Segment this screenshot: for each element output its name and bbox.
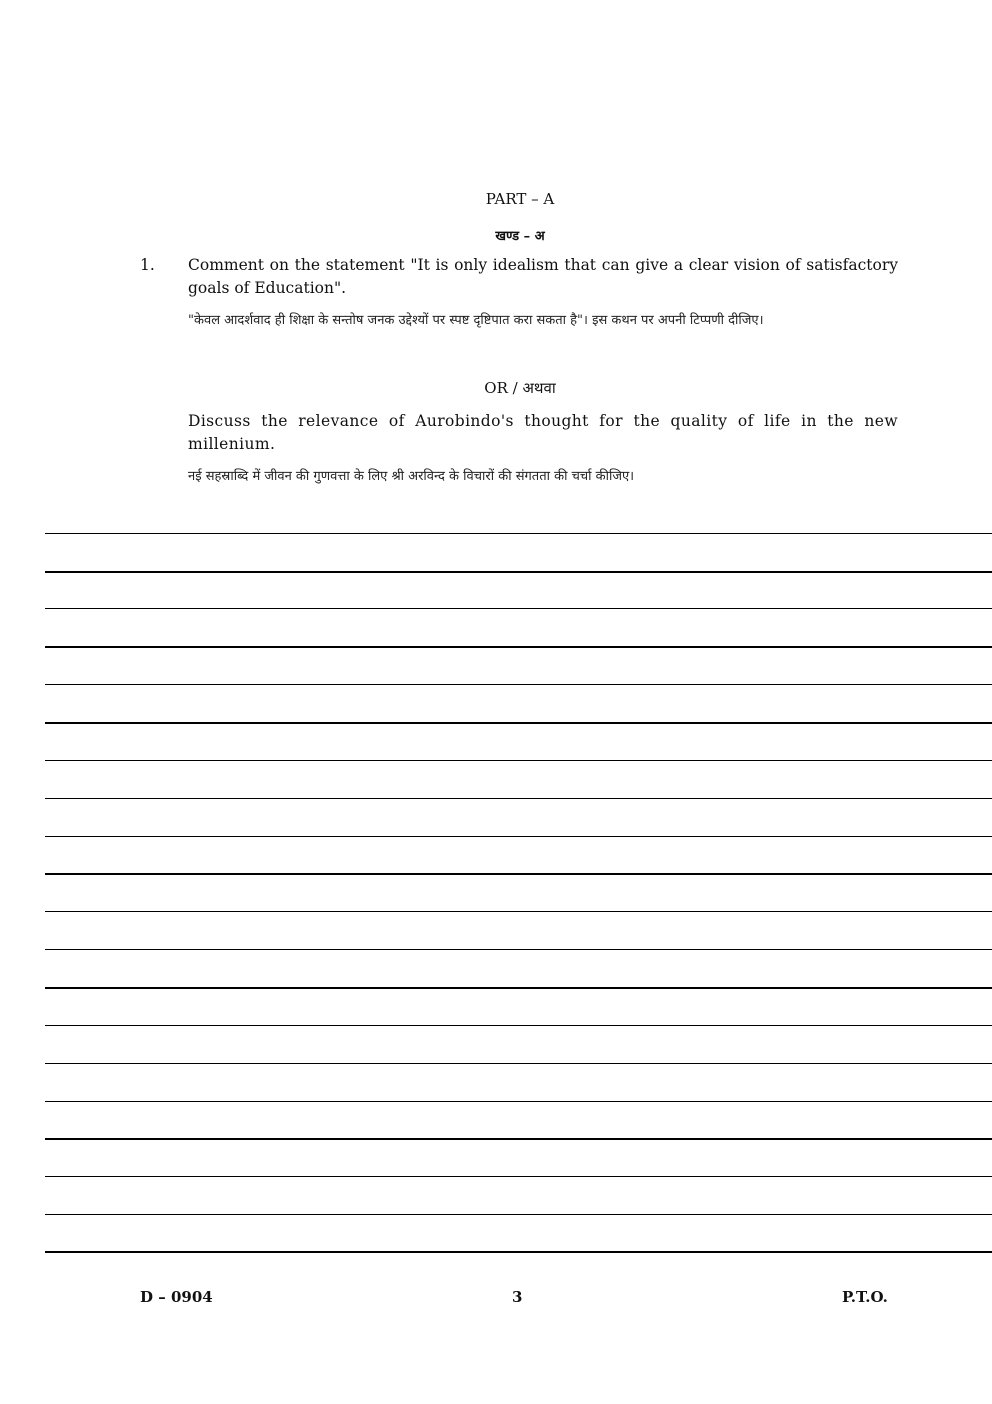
answer-line (45, 1176, 992, 1177)
answer-line (45, 533, 992, 534)
answer-line (45, 911, 992, 912)
answer-line (45, 760, 992, 761)
answer-line (45, 1214, 992, 1215)
answer-line (45, 1138, 992, 1140)
part-title-hindi: खण्ड – अ (495, 229, 545, 244)
pto-label: P.T.O. (842, 1288, 888, 1306)
answer-line (45, 873, 992, 875)
page-number: 3 (512, 1288, 523, 1306)
or-label: OR / अथवा (484, 379, 556, 397)
answer-line (45, 722, 992, 724)
question-text-hindi: "केवल आदर्शवाद ही शिक्षा के सन्तोष जनक उद्देश्यों पर स्पष्ट दृष्टिपात करा सकता है"। इस कथन पर अपनी टिप्पणी दीजिए। (188, 313, 764, 328)
answer-line (45, 987, 992, 989)
alternative-question-text: Discuss the relevance of Aurobindo's thought for the quality of life in the new millenium. (188, 412, 898, 453)
answer-line (45, 949, 992, 950)
answer-line (45, 1101, 992, 1102)
paper-code: D – 0904 (140, 1288, 213, 1306)
answer-line (45, 1251, 992, 1253)
answer-line (45, 571, 992, 573)
answer-line (45, 1063, 992, 1064)
answer-line (45, 608, 992, 609)
answer-line (45, 798, 992, 799)
answer-line (45, 1025, 992, 1026)
answer-line (45, 646, 992, 648)
answer-line (45, 684, 992, 685)
part-title: PART – A (485, 190, 555, 208)
question-text: Comment on the statement "It is only idealism that can give a clear vision of satisfactory goals of Education". (188, 256, 898, 297)
question-number: 1. (140, 256, 155, 274)
alternative-question-text-hindi: नई सहस्राब्दि में जीवन की गुणवत्ता के लिए श्री अरविन्द के विचारों की संगतता की चर्चा कीजिए। (188, 469, 635, 484)
answer-line (45, 836, 992, 837)
